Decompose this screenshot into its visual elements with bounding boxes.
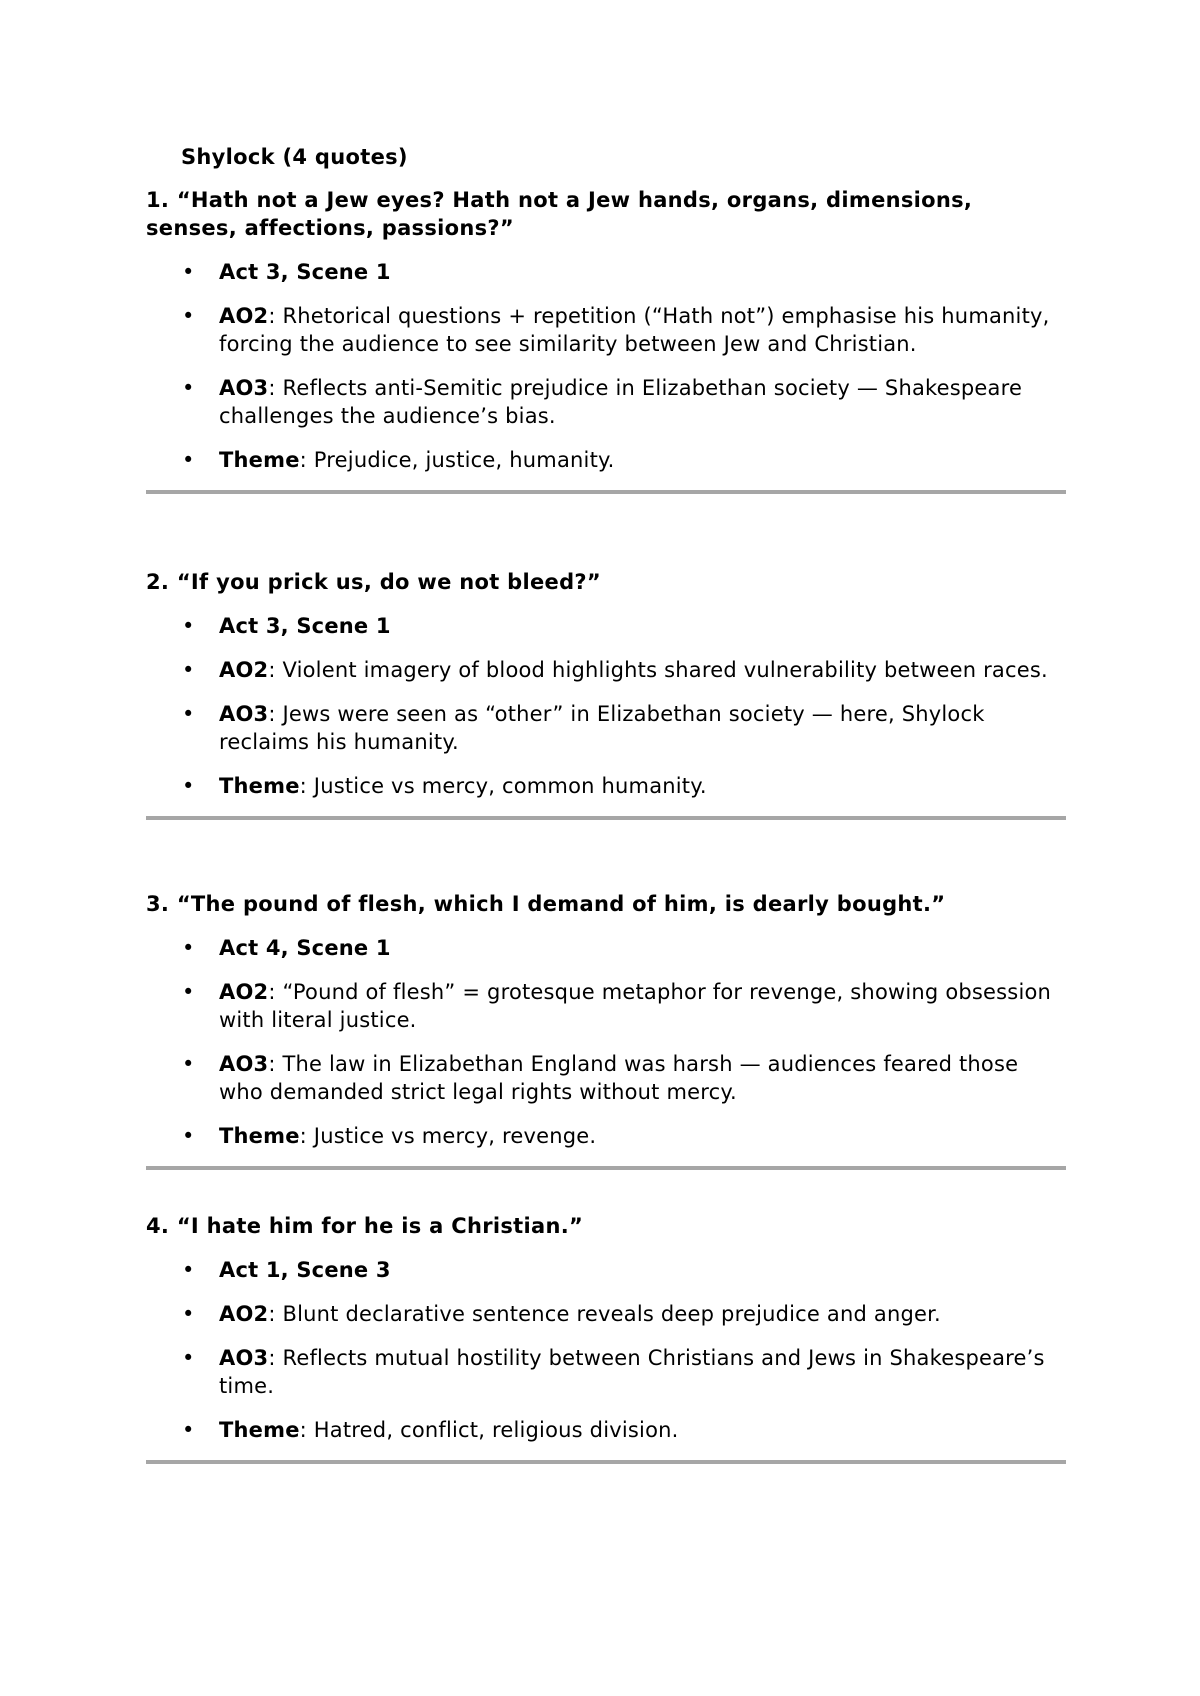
theme-item: [146, 1122, 1066, 1150]
quote-section-1: [146, 186, 1066, 494]
analysis-list: [146, 612, 1066, 800]
location-label: Act 3, Scene 1: [219, 614, 391, 638]
ao3-text: : Reflects anti-Semitic prejudice in Elizabethan society — Shakespeare challenges the audience’s bias.: [219, 376, 1023, 428]
bullet-icon: •: [182, 658, 195, 682]
bullet-icon: •: [182, 702, 195, 726]
bullet-icon: •: [182, 614, 195, 638]
ao3-label: AO3: [219, 702, 269, 726]
ao3-label: AO3: [219, 1346, 269, 1370]
location-item: [146, 612, 1066, 640]
ao2-label: AO2: [219, 658, 269, 682]
quote-text: [146, 1212, 1066, 1240]
quote-number: 3.: [146, 892, 170, 916]
section-divider: [146, 816, 1066, 820]
quote-text: [146, 890, 1066, 918]
bullet-icon: •: [182, 376, 195, 400]
ao2-item: [146, 978, 1066, 1034]
bullet-icon: •: [182, 1302, 195, 1326]
ao2-text: : Rhetorical questions + repetition (“Hath not”) emphasise his humanity, forcing the audience to see similarity between Jew and Christian.: [219, 304, 1050, 356]
section-divider: [146, 1166, 1066, 1170]
analysis-list: [146, 934, 1066, 1150]
theme-label: Theme: [219, 1124, 300, 1148]
bullet-icon: •: [182, 260, 195, 284]
bullet-icon: •: [182, 1052, 195, 1076]
quote-body: “I hate him for he is a Christian.”: [176, 1214, 584, 1238]
bullet-icon: •: [182, 1124, 195, 1148]
ao3-label: AO3: [219, 1052, 269, 1076]
quote-text: [146, 186, 1066, 242]
ao2-text: : Blunt declarative sentence reveals deep prejudice and anger.: [268, 1302, 941, 1326]
location-item: [146, 1256, 1066, 1284]
quote-body: “The pound of flesh, which I demand of him, is dearly bought.”: [176, 892, 946, 916]
theme-item: [146, 446, 1066, 474]
quote-body: “If you prick us, do we not bleed?”: [176, 570, 602, 594]
quote-text: [146, 568, 1066, 596]
bullet-icon: •: [182, 774, 195, 798]
section-divider: [146, 490, 1066, 494]
bullet-icon: •: [182, 1346, 195, 1370]
quote-number: 1.: [146, 188, 170, 212]
ao2-text: : “Pound of flesh” = grotesque metaphor for revenge, showing obsession with literal justice.: [219, 980, 1052, 1032]
ao3-text: : The law in Elizabethan England was harsh — audiences feared those who demanded strict legal rights without mercy.: [219, 1052, 1019, 1104]
analysis-list: [146, 1256, 1066, 1444]
ao3-text: : Reflects mutual hostility between Christians and Jews in Shakespeare’s time.: [219, 1346, 1045, 1398]
theme-text: : Justice vs mercy, revenge.: [299, 1124, 597, 1148]
location-label: Act 3, Scene 1: [219, 260, 391, 284]
theme-text: : Justice vs mercy, common humanity.: [299, 774, 707, 798]
location-item: [146, 258, 1066, 286]
page-title: Shylock (4 quotes): [181, 145, 408, 169]
quote-section-4: [146, 1212, 1066, 1464]
location-item: [146, 934, 1066, 962]
ao3-item: [146, 374, 1066, 430]
quote-number: 4.: [146, 1214, 170, 1238]
ao2-label: AO2: [219, 980, 269, 1004]
theme-text: : Hatred, conflict, religious division.: [299, 1418, 679, 1442]
bullet-icon: •: [182, 1258, 195, 1282]
ao2-text: : Violent imagery of blood highlights shared vulnerability between races.: [268, 658, 1048, 682]
quote-section-2: [146, 568, 1066, 820]
theme-text: : Prejudice, justice, humanity.: [299, 448, 615, 472]
ao2-item: [146, 1300, 1066, 1328]
bullet-icon: •: [182, 1418, 195, 1442]
ao2-label: AO2: [219, 304, 269, 328]
location-label: Act 4, Scene 1: [219, 936, 391, 960]
analysis-list: [146, 258, 1066, 474]
theme-label: Theme: [219, 448, 300, 472]
quote-section-3: [146, 890, 1066, 1170]
bullet-icon: •: [182, 304, 195, 328]
section-divider: [146, 1460, 1066, 1464]
ao3-item: [146, 1050, 1066, 1106]
theme-item: [146, 772, 1066, 800]
theme-item: [146, 1416, 1066, 1444]
ao2-label: AO2: [219, 1302, 269, 1326]
quote-number: 2.: [146, 570, 170, 594]
ao2-item: [146, 656, 1066, 684]
bullet-icon: •: [182, 980, 195, 1004]
quote-body: “Hath not a Jew eyes? Hath not a Jew hands, organs, dimensions, senses, affections, passions?”: [146, 188, 973, 240]
location-label: Act 1, Scene 3: [219, 1258, 391, 1282]
ao3-item: [146, 1344, 1066, 1400]
ao3-item: [146, 700, 1066, 756]
ao3-text: : Jews were seen as “other” in Elizabethan society — here, Shylock reclaims his humanity.: [219, 702, 985, 754]
ao3-label: AO3: [219, 376, 269, 400]
theme-label: Theme: [219, 774, 300, 798]
bullet-icon: •: [182, 448, 195, 472]
ao2-item: [146, 302, 1066, 358]
theme-label: Theme: [219, 1418, 300, 1442]
bullet-icon: •: [182, 936, 195, 960]
